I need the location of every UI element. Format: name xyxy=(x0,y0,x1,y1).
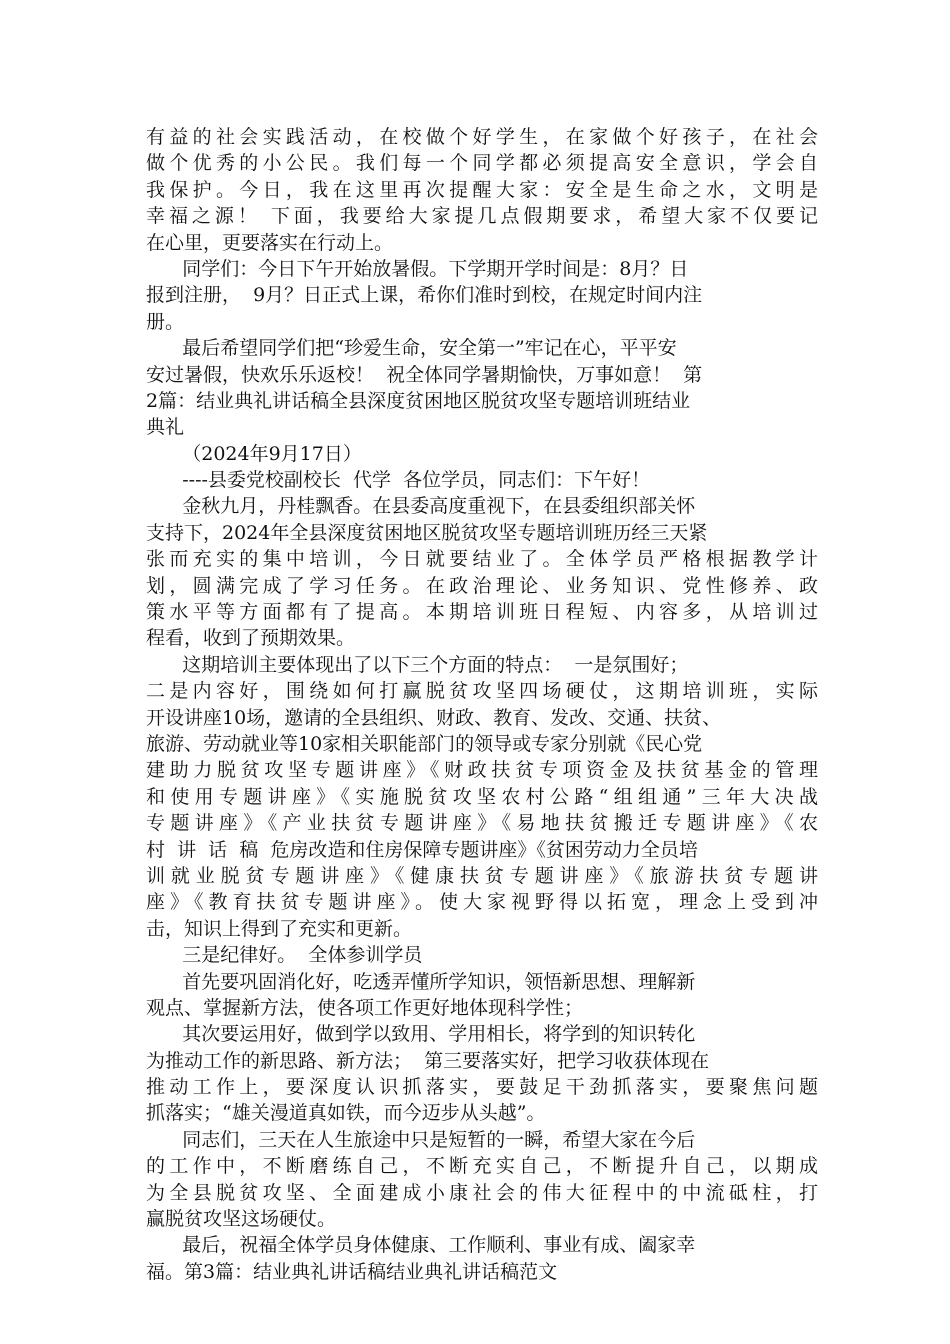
text-line: 训就业脱贫专题讲座》《健康扶贫专题讲座》《旅游扶贫专题讲 xyxy=(146,864,818,887)
text-line: 报到注册， 9月？日正式上课，希你们准时到校，在规定时间内注 xyxy=(146,284,703,307)
text-line: 典礼 xyxy=(146,416,185,439)
text-line: 福。第3篇：结业典礼讲话稿结业典礼讲话稿范文 xyxy=(146,1260,558,1283)
text-line: 村 讲 话 稿 危房改造和住房保障专题讲座》《贫困劳动力全员培 xyxy=(146,838,698,861)
text-line: 在心里，更要落实在行动上。 xyxy=(146,231,394,254)
text-line: 旅游、劳动就业等10家相关职能部门的领导或专家分别就《民心党 xyxy=(146,732,703,755)
text-line: 同学们：今日下午开始放暑假。下学期开学时间是：8月？日 xyxy=(146,257,689,280)
text-line: 二是内容好，围绕如何打赢脱贫攻坚四场硬仗，这期培训班，实际 xyxy=(146,680,818,703)
text-line: 金秋九月，丹桂飘香。在县委高度重视下，在县委组织部关怀 xyxy=(146,495,696,518)
text-line: 专题讲座》《产业扶贫专题讲座》《易地扶贫搬迁专题讲座》《农 xyxy=(146,812,818,835)
text-line: 首先要巩固消化好，吃透弄懂所学知识，领悟新思想、理解新 xyxy=(146,970,696,993)
text-line: 为推动工作的新思路、新方法； 第三要落实好，把学习收获体现在 xyxy=(146,1049,710,1072)
text-line: 击，知识上得到了充实和更新。 xyxy=(146,917,413,940)
text-line: 张而充实的集中培训，今日就要结业了。全体学员严格根据教学计 xyxy=(146,548,818,571)
text-line: 的工作中，不断磨练自己，不断充实自己，不断提升自己，以期成 xyxy=(146,1155,818,1178)
text-line: 推动工作上，要深度认识抓落实，要鼓足干劲抓落实，要聚焦问题 xyxy=(146,1076,818,1099)
text-line: 最后，祝福全体学员身体健康、工作顺利、事业有成、阖家幸 xyxy=(146,1234,696,1257)
text-line: 做个优秀的小公民。我们每一个同学都必须提高安全意识，学会自 xyxy=(146,152,818,175)
text-line: 册。 xyxy=(146,310,185,333)
body-text xyxy=(146,124,818,1285)
text-line: 这期培训主要体现出了以下三个方面的特点： 一是氛围好； xyxy=(146,653,689,676)
text-line: 和使用专题讲座》《实施脱贫攻坚农村公路“组组通”三年大决战 xyxy=(146,785,818,808)
text-line: 支持下，2024年全县深度贫困地区脱贫攻坚专题培训班历经三天紧 xyxy=(146,521,708,544)
text-line: 开设讲座10场，邀请的全县组织、财政、教育、发改、交通、扶贫、 xyxy=(146,706,722,729)
text-line: 建助力脱贫攻坚专题讲座》《财政扶贫专项资金及扶贫基金的管理 xyxy=(146,759,818,782)
text-line: 为全县脱贫攻坚、全面建成小康社会的伟大征程中的中流砥柱，打 xyxy=(146,1181,818,1204)
text-line: 2篇：结业典礼讲话稿全县深度贫困地区脱贫攻坚专题培训班结业 xyxy=(146,389,691,412)
text-line: 程看，收到了预期效果。 xyxy=(146,627,356,650)
text-line: 策水平等方面都有了提高。本期培训班日程短、内容多，从培训过 xyxy=(146,601,818,624)
text-line: 赢脱贫攻坚这场硬仗。 xyxy=(146,1208,337,1231)
text-line: 三是纪律好。 全体参训学员 xyxy=(146,944,423,967)
text-line: 划，圆满完成了学习任务。在政治理论、业务知识、党性修养、政 xyxy=(146,574,818,597)
text-line: 我保护。今日，我在这里再次提醒大家：安全是生命之水，文明是 xyxy=(146,178,818,201)
text-line: 观点、掌握新方法，使各项工作更好地体现科学性； xyxy=(146,996,584,1019)
text-line: 其次要运用好，做到学以致用、学用相长，将学到的知识转化 xyxy=(146,1023,696,1046)
text-line: 同志们，三天在人生旅途中只是短暂的一瞬，希望大家在今后 xyxy=(146,1128,696,1151)
text-line: 抓落实；“雄关漫道真如铁，而今迈步从头越”。 xyxy=(146,1102,546,1125)
text-line: 有益的社会实践活动，在校做个好学生，在家做个好孩子，在社会 xyxy=(146,126,818,148)
text-line: ----县委党校副校长 代学 各位学员，同志们：下午好！ xyxy=(146,469,651,492)
text-line: （2024年9月17日） xyxy=(146,442,362,465)
text-line: 幸福之源！ 下面，我要给大家提几点假期要求，希望大家不仅要记 xyxy=(146,205,818,228)
text-line: 安过暑假，快欢乐乐返校！ 祝全体同学暑期愉快，万事如意！ 第 xyxy=(146,363,703,386)
text-line: 最后希望同学们把“珍爱生命，安全第一”牢记在心，平平安 xyxy=(146,337,677,360)
text-line: 座》《教育扶贫专题讲座》。使大家视野得以拓宽，理念上受到冲 xyxy=(146,891,818,914)
